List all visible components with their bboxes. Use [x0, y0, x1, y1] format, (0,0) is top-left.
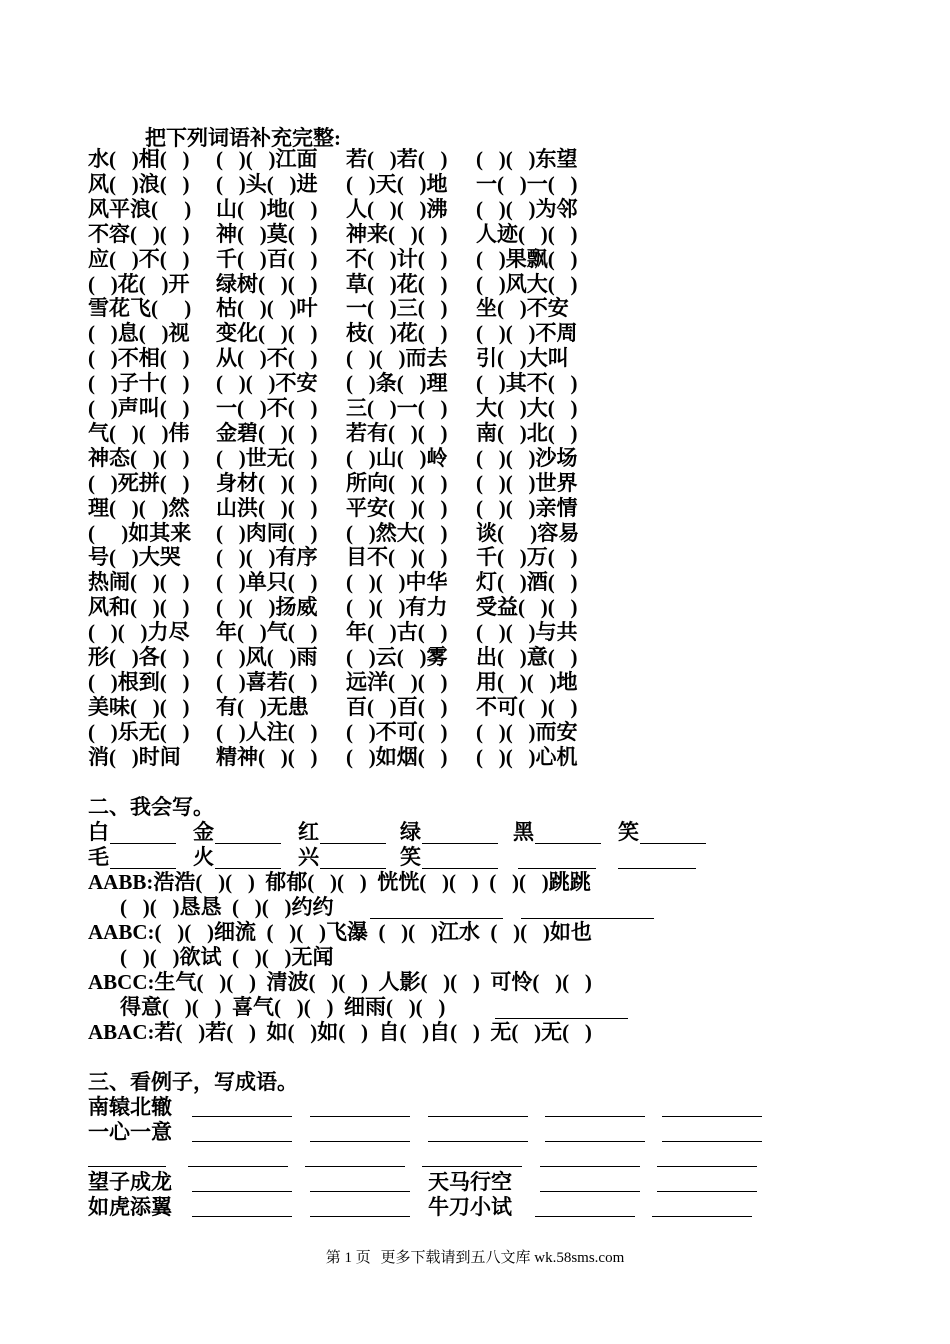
idiom-fill-in[interactable]: ( )其不( ) — [476, 371, 578, 396]
char-hong: 红 — [298, 820, 319, 844]
page-footer — [0, 1246, 950, 1267]
idiom-fill-in[interactable]: ( )( )而去 — [346, 346, 448, 371]
idiom-fill-in[interactable]: 坐( )不安 — [476, 296, 569, 321]
idiom-fill-in[interactable]: ( )( )而安 — [476, 719, 578, 744]
aabc-line-1: AABC:( )( )细流 ( )( )飞瀑 ( )( )江水 ( )( )如也 — [88, 920, 592, 944]
idiom-fill-in[interactable]: ( )单只( ) — [216, 570, 318, 595]
answer-blank[interactable] — [545, 1116, 645, 1117]
answer-blank[interactable] — [535, 843, 601, 844]
answer-blank[interactable] — [657, 1191, 757, 1192]
idiom-fill-in[interactable]: ( )( )力尽 — [88, 620, 190, 645]
idiom-fill-in[interactable]: 出( )意( ) — [476, 645, 578, 669]
idiom-fill-in[interactable]: 千( )万( ) — [476, 545, 578, 570]
idiom-fill-in[interactable]: ( )( )江面 — [216, 147, 318, 171]
answer-blank[interactable] — [305, 1166, 405, 1167]
answer-blank[interactable] — [320, 868, 386, 869]
idiom-fill-in[interactable]: 神( )莫( ) — [216, 221, 318, 246]
idiom-fill-in[interactable]: 千( )百( ) — [216, 246, 318, 271]
answer-blank[interactable] — [310, 1216, 410, 1217]
idiom-fill-in[interactable]: 用( )( )地 — [476, 669, 578, 694]
idiom-fill-in[interactable]: ( )云( )雾 — [346, 645, 448, 669]
idiom-fill-in[interactable]: ( )( )有序 — [216, 545, 318, 570]
idiom-fill-in[interactable]: ( )花( )开 — [88, 271, 190, 296]
idiom-fill-in[interactable]: 形( )各( ) — [88, 645, 190, 669]
idiom-fill-in[interactable]: 从( )不( ) — [216, 346, 318, 371]
char-huo: 火 — [193, 845, 214, 869]
idiom-fill-in[interactable]: 神态( )( ) — [88, 445, 190, 470]
idiom-fill-in[interactable]: 灯( )酒( ) — [476, 570, 578, 595]
answer-blank[interactable] — [657, 1166, 757, 1167]
idiom-fill-in[interactable]: ( )根到( ) — [88, 669, 190, 694]
idiom-fill-in[interactable]: ( )( )不安 — [216, 371, 318, 396]
idiom-fill-in[interactable]: ( )条( )理 — [346, 371, 448, 396]
idiom-fill-in[interactable]: ( )( )中华 — [346, 570, 448, 595]
answer-blank[interactable] — [310, 1116, 410, 1117]
idiom-fill-in[interactable]: 远洋( )( ) — [346, 669, 448, 694]
example-idiom-4: 天马行空 — [428, 1170, 512, 1194]
char-xiao: 笑 — [618, 820, 639, 844]
page-number: 第 1 页 — [325, 1250, 371, 1266]
answer-blank[interactable] — [422, 868, 498, 869]
idiom-fill-in[interactable]: ( )( )心机 — [476, 744, 578, 769]
answer-blank[interactable] — [662, 1141, 762, 1142]
idiom-fill-in[interactable]: ( )死拼( ) — [88, 470, 190, 495]
idiom-fill-in[interactable]: 一( )三( ) — [346, 296, 448, 321]
answer-blank[interactable] — [192, 1191, 292, 1192]
answer-blank[interactable] — [370, 918, 503, 919]
download-link-text[interactable]: 更多下载请到五八文库 wk.58sms.com — [380, 1250, 625, 1266]
answer-blank[interactable] — [192, 1141, 292, 1142]
idiom-fill-in[interactable]: 百( )百( ) — [346, 694, 448, 719]
idiom-fill-in[interactable]: 所向( )( ) — [346, 470, 448, 495]
idiom-fill-in[interactable]: ( )肉同( ) — [216, 520, 318, 545]
idiom-fill-in[interactable]: 枝( )花( ) — [346, 321, 448, 346]
idiom-fill-in[interactable]: 目不( )( ) — [346, 545, 448, 570]
aabc-line-2: ( )( )欲试 ( )( )无闻 — [120, 945, 334, 969]
idiom-fill-in[interactable]: 平安( )( ) — [346, 495, 448, 520]
idiom-fill-in[interactable]: ( )( )世界 — [476, 470, 578, 495]
idiom-fill-in[interactable]: 水( )相( ) — [88, 147, 190, 171]
idiom-fill-in[interactable]: 不可( )( ) — [476, 694, 578, 719]
idiom-fill-in[interactable]: 年( )气( ) — [216, 620, 318, 645]
answer-blank[interactable] — [310, 1141, 410, 1142]
idiom-fill-in[interactable]: 谈( )容易 — [476, 520, 580, 545]
idiom-fill-in[interactable]: 一( )一( ) — [476, 171, 578, 196]
answer-blank[interactable] — [640, 843, 706, 844]
idiom-fill-in[interactable]: 美味( )( ) — [88, 694, 190, 719]
idiom-fill-in[interactable]: 三( )一( ) — [346, 396, 448, 420]
idiom-fill-in[interactable]: 若( )若( ) — [346, 147, 448, 171]
idiom-fill-in[interactable]: 不( )计( ) — [346, 246, 448, 271]
char-mao: 毛 — [88, 845, 109, 869]
idiom-fill-in[interactable]: ( )山( )岭 — [346, 445, 448, 470]
answer-blank[interactable] — [545, 1141, 645, 1142]
answer-blank[interactable] — [652, 1216, 752, 1217]
idiom-fill-in[interactable]: ( )( )沙场 — [476, 445, 578, 470]
char-bai: 白 — [88, 820, 109, 844]
idiom-fill-in[interactable]: ( )果飘( ) — [476, 246, 578, 271]
answer-blank[interactable] — [422, 843, 498, 844]
idiom-fill-in[interactable]: 枯( )( )叶 — [216, 296, 318, 321]
idiom-fill-in[interactable]: 人( )( )沸 — [346, 196, 448, 221]
idiom-fill-in[interactable]: 精神( )( ) — [216, 744, 318, 769]
answer-blank[interactable] — [422, 1166, 522, 1167]
idiom-fill-in[interactable]: 山( )地( ) — [216, 196, 318, 221]
answer-blank[interactable] — [192, 1216, 292, 1217]
idiom-fill-in[interactable]: 金碧( )( ) — [216, 420, 318, 445]
idiom-fill-in[interactable]: ( )( )东望 — [476, 147, 578, 171]
answer-blank[interactable] — [618, 868, 696, 869]
idiom-fill-in[interactable]: ( )( )有力 — [346, 595, 448, 620]
idiom-fill-in[interactable]: ( )息( )视 — [88, 321, 190, 346]
idiom-fill-in[interactable]: 山洪( )( ) — [216, 495, 318, 520]
idiom-fill-in[interactable]: 有( )无患 — [216, 694, 309, 719]
idiom-fill-in[interactable]: ( )不可( ) — [346, 719, 448, 744]
idiom-fill-in[interactable]: 变化( )( ) — [216, 321, 318, 346]
idiom-fill-in[interactable]: 南( )北( ) — [476, 420, 578, 445]
idiom-fill-in[interactable]: 人迹( )( ) — [476, 221, 578, 246]
answer-blank[interactable] — [215, 843, 281, 844]
abac-line: ABAC:若( )若( ) 如( )如( ) 自( )自( ) 无( )无( ) — [88, 1020, 592, 1044]
idiom-fill-in[interactable]: ( )然大( ) — [346, 520, 448, 545]
idiom-fill-in[interactable]: 草( )花( ) — [346, 271, 448, 296]
answer-blank[interactable] — [662, 1116, 762, 1117]
idiom-fill-in[interactable]: ( )头( )进 — [216, 171, 318, 196]
abcc-line-2: 得意( )( ) 喜气( )( ) 细雨( )( ) — [120, 995, 446, 1019]
char-hei: 黑 — [513, 820, 534, 844]
answer-blank[interactable] — [192, 1116, 292, 1117]
idiom-fill-in[interactable]: 受益( )( ) — [476, 595, 578, 620]
idiom-fill-in[interactable]: ( )( )为邻 — [476, 196, 578, 221]
char-xing: 兴 — [298, 845, 319, 869]
idiom-fill-in[interactable]: 热闹( )( ) — [88, 570, 190, 595]
idiom-fill-in[interactable]: 风平浪( ) — [88, 196, 192, 221]
idiom-fill-in[interactable]: 风( )浪( ) — [88, 171, 190, 196]
answer-blank[interactable] — [521, 918, 654, 919]
example-idiom-6: 牛刀小试 — [428, 1195, 512, 1219]
char-lv: 绿 — [400, 820, 421, 844]
answer-blank[interactable] — [215, 868, 281, 869]
idiom-fill-in[interactable]: ( )( )亲情 — [476, 495, 578, 520]
answer-blank[interactable] — [428, 1141, 528, 1142]
answer-blank[interactable] — [540, 1191, 640, 1192]
idiom-fill-in[interactable]: 号( )大哭 — [88, 545, 181, 570]
idiom-fill-in[interactable]: ( )不相( ) — [88, 346, 190, 371]
char-jin: 金 — [193, 820, 214, 844]
idiom-fill-in[interactable]: ( )如其来 — [88, 520, 192, 545]
abcc-line-1: ABCC:生气( )( ) 清波( )( ) 人影( )( ) 可怜( )( ) — [88, 970, 592, 994]
example-idiom-5: 如虎添翼 — [88, 1195, 172, 1219]
idiom-fill-in[interactable]: 引( )大叫 — [476, 346, 569, 371]
idiom-fill-in[interactable]: ( )人注( ) — [216, 719, 318, 744]
idiom-fill-in[interactable]: 一( )不( ) — [216, 396, 318, 420]
idiom-fill-in[interactable]: ( )风大( ) — [476, 271, 578, 296]
idiom-fill-in[interactable]: 理( )( )然 — [88, 495, 190, 520]
example-idiom-1: 南辕北辙 — [88, 1095, 172, 1119]
idiom-fill-in[interactable]: 身材( )( ) — [216, 470, 318, 495]
example-idiom-2: 一心一意 — [88, 1120, 172, 1144]
idiom-fill-in[interactable]: ( )如烟( ) — [346, 744, 448, 769]
idiom-fill-in[interactable]: 大( )大( ) — [476, 396, 578, 420]
idiom-fill-in[interactable]: 应( )不( ) — [88, 246, 190, 271]
idiom-fill-in[interactable]: 气( )( )伟 — [88, 420, 190, 445]
idiom-fill-in[interactable]: ( )天( )地 — [346, 171, 448, 196]
answer-blank[interactable] — [310, 1191, 410, 1192]
answer-blank[interactable] — [535, 1216, 635, 1217]
section1-title: 把下列词语补充完整: — [145, 126, 341, 150]
example-idiom-3: 望子成龙 — [88, 1170, 172, 1194]
answer-blank[interactable] — [110, 843, 176, 844]
idiom-fill-in[interactable]: ( )世无( ) — [216, 445, 318, 470]
idiom-fill-in[interactable]: 不容( )( ) — [88, 221, 190, 246]
idiom-fill-in[interactable]: ( )( )不周 — [476, 321, 578, 346]
idiom-fill-in[interactable]: 雪花飞( ) — [88, 296, 192, 321]
aabb-line-2: ( )( )恳恳 ( )( )约约 — [120, 895, 334, 919]
idiom-fill-in[interactable]: ( )子十( ) — [88, 371, 190, 396]
answer-blank[interactable] — [540, 1166, 640, 1167]
answer-blank[interactable] — [88, 1166, 166, 1167]
idiom-fill-in[interactable]: 若有( )( ) — [346, 420, 448, 445]
idiom-fill-in[interactable]: ( )乐无( ) — [88, 719, 190, 744]
answer-blank[interactable] — [188, 1166, 288, 1167]
answer-blank[interactable] — [518, 868, 596, 869]
idiom-fill-in[interactable]: ( )( )扬威 — [216, 595, 318, 620]
idiom-fill-in[interactable]: ( )声叫( ) — [88, 396, 190, 420]
answer-blank[interactable] — [320, 843, 386, 844]
idiom-fill-in[interactable]: ( )( )与共 — [476, 620, 578, 645]
section2-title: 二、我会写。 — [88, 795, 214, 819]
char-xiao-2: 笑 — [400, 845, 421, 869]
idiom-fill-in[interactable]: 绿树( )( ) — [216, 271, 318, 296]
idiom-fill-in[interactable]: ( )风( )雨 — [216, 645, 318, 669]
answer-blank[interactable] — [428, 1116, 528, 1117]
answer-blank[interactable] — [110, 868, 176, 869]
idiom-fill-in[interactable]: 年( )古( ) — [346, 620, 448, 645]
aabb-line-1: AABB:浩浩( )( ) 郁郁( )( ) 恍恍( )( ) ( )( )跳跳 — [88, 870, 591, 894]
section3-title: 三、看例子，写成语。 — [88, 1070, 298, 1094]
answer-blank[interactable] — [495, 1018, 628, 1019]
idiom-fill-in[interactable]: 消( )时间 — [88, 744, 181, 769]
idiom-fill-in[interactable]: 神来( )( ) — [346, 221, 448, 246]
idiom-fill-in[interactable]: ( )喜若( ) — [216, 669, 318, 694]
idiom-fill-in[interactable]: 风和( )( ) — [88, 595, 190, 620]
